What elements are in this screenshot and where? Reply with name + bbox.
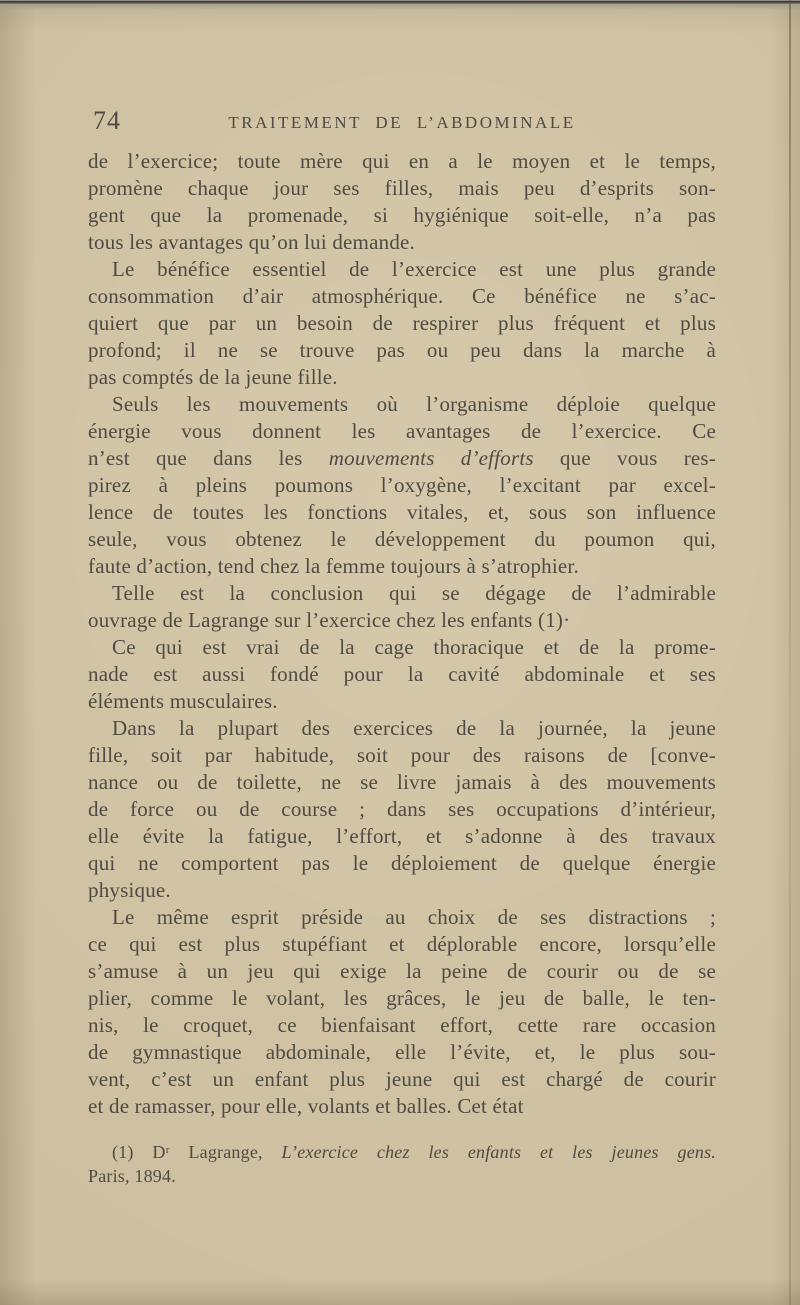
text-line: Telle est la conclusion qui se dégage de l’admirable [112, 581, 716, 605]
text-line: elle évite la fatigue, l’effort, et s’adonne à des travaux [88, 824, 716, 848]
paragraph [88, 904, 716, 1120]
text-line: Dans la plupart des exercices de la journée, la jeune [112, 716, 716, 740]
text-line: de gymnastique abdominale, elle l’évite, et, le plus sou- [88, 1040, 716, 1064]
page-header [88, 104, 716, 136]
footnote [88, 1140, 716, 1188]
paragraph [88, 715, 716, 904]
text-line: Ce qui est vrai de la cage thoracique et de la prome- [112, 635, 716, 659]
text-line: qui ne comportent pas le déploiement de quelque énergie [88, 851, 716, 875]
text-line: ce qui est plus stupéfiant et déplorable encore, lorsqu’elle [88, 932, 716, 956]
text-line: plier, comme le volant, les grâces, le jeu de balle, le ten- [88, 986, 716, 1010]
text-line: nade est aussi fondé pour la cavité abdominale et ses [88, 662, 716, 686]
text-line: fille, soit par habitude, soit pour des raisons de [conve- [88, 743, 716, 767]
page-number: 74 [93, 106, 121, 135]
text-line: quiert que par un besoin de respirer plus fréquent et plus [88, 311, 716, 335]
text-line: s’amuse à un jeu qui exige la peine de courir ou de se [88, 959, 716, 983]
text-line: Le même esprit préside au choix de ses distractions ; [112, 905, 716, 929]
text-line: tous les avantages qu’on lui demande. [88, 230, 415, 254]
paragraph [88, 256, 716, 391]
text-line: nis, le croquet, ce bienfaisant effort, cette rare occasion [88, 1013, 716, 1037]
text-line: vent, c’est un enfant plus jeune qui est chargé de courir [88, 1067, 716, 1091]
text-line: pas comptés de la jeune fille. [88, 365, 338, 389]
text-line: physique. [88, 878, 171, 902]
text-line: lence de toutes les fonctions vitales, et, sous son influence [88, 500, 716, 524]
footnote-line: (1) Dʳ Lagrange, L’exercice chez les enfants et les jeunes gens. [112, 1142, 716, 1162]
text-line: énergie vous donnent les avantages de l’exercice. Ce [88, 419, 716, 443]
text-line: faute d’action, tend chez la femme toujours à s’atrophier. [88, 554, 579, 578]
footnote-line: Paris, 1894. [88, 1166, 176, 1186]
text-line: pirez à pleins poumons l’oxygène, l’excitant par excel- [88, 473, 716, 497]
text-line: gent que la promenade, si hygiénique soit-elle, n’a pas [88, 203, 716, 227]
text-line: et de ramasser, pour elle, volants et balles. Cet état [88, 1094, 524, 1118]
paragraph [88, 634, 716, 715]
text-line: consommation d’air atmosphérique. Ce bénéfice ne s’ac- [88, 284, 716, 308]
text-line: promène chaque jour ses filles, mais peu d’esprits son- [88, 176, 716, 200]
text-line: éléments musculaires. [88, 689, 278, 713]
paragraph [88, 148, 716, 256]
text-line: de force ou de course ; dans ses occupations d’intérieur, [88, 797, 716, 821]
paragraph [88, 1140, 716, 1188]
text-line: seule, vous obtenez le développement du poumon qui, [88, 527, 716, 551]
text-line: ouvrage de Lagrange sur l’exercice chez les enfants (1)· [88, 608, 571, 632]
paragraph [88, 580, 716, 634]
page-body [88, 148, 716, 1120]
text-line: n’est que dans les mouvements d’efforts que vous res- [88, 446, 717, 470]
text-line: nance ou de toilette, ne se livre jamais à des mouvements [88, 770, 716, 794]
text-line: profond; il ne se trouve pas ou peu dans la marche à [88, 338, 716, 362]
paragraph [88, 391, 716, 580]
text-line: Le bénéfice essentiel de l’exercice est une plus grande [112, 257, 716, 281]
text-line: Seuls les mouvements où l’organisme déploie quelque [112, 392, 716, 416]
text-line: de l’exercice; toute mère qui en a le moyen et le temps, [88, 149, 716, 173]
running-title: TRAITEMENT DE L’ABDOMINALE [228, 113, 576, 132]
